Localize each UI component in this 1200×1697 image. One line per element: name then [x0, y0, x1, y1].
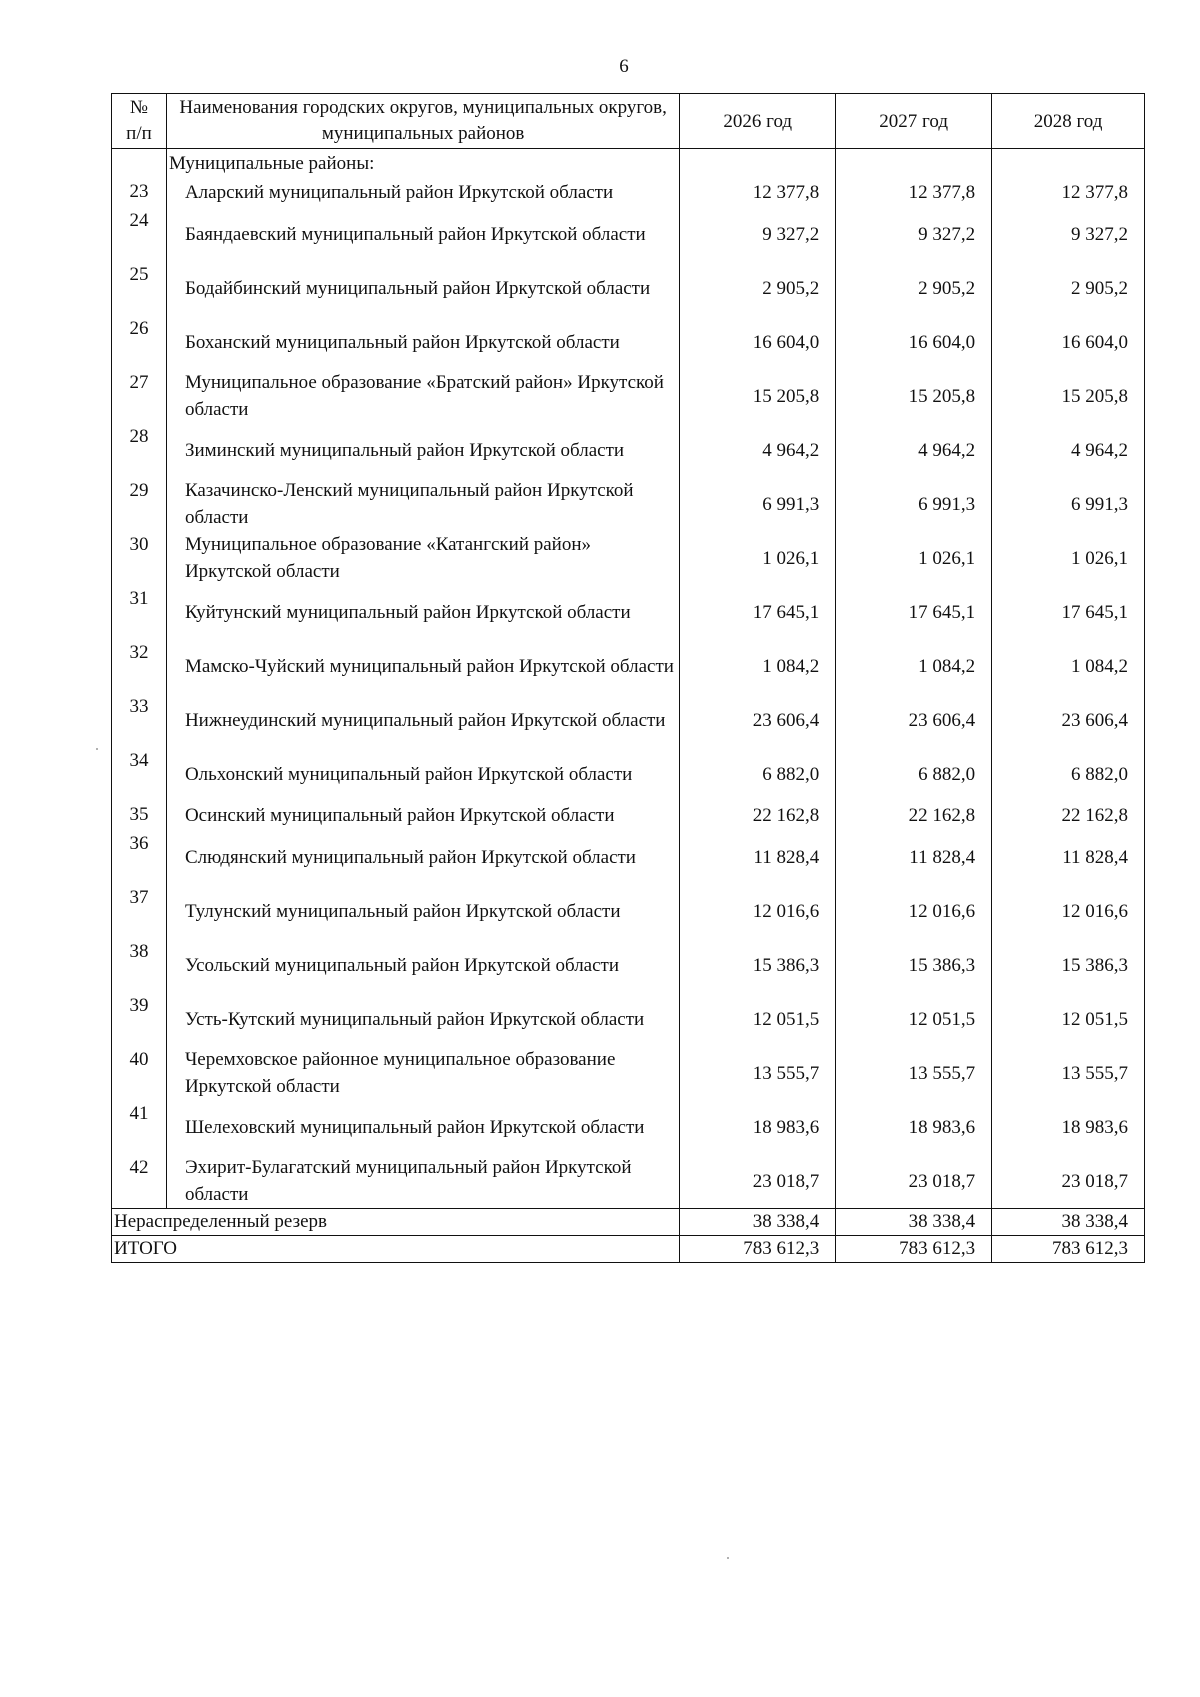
row-number: 38 — [112, 938, 167, 992]
row-value-2028: 4 964,2 — [992, 423, 1145, 477]
row-value-2028: 17 645,1 — [992, 585, 1145, 639]
header-year-2027: 2027 год — [836, 94, 992, 149]
reserve-2027: 38 338,4 — [836, 1209, 992, 1236]
row-name: Шелеховский муниципальный район Иркутской области — [166, 1100, 679, 1154]
row-number: 23 — [112, 178, 167, 207]
table-row — [112, 531, 1145, 585]
row-value-2027: 11 828,4 — [836, 830, 992, 884]
row-name: Баяндаевский муниципальный район Иркутской области — [166, 207, 679, 261]
table-header — [112, 94, 1145, 149]
row-name: Осинский муниципальный район Иркутской области — [166, 801, 679, 830]
row-name: Нижнеудинский муниципальный район Иркутской области — [166, 693, 679, 747]
row-number: 35 — [112, 801, 167, 830]
row-value-2026: 4 964,2 — [680, 423, 836, 477]
row-value-2026: 23 018,7 — [680, 1154, 836, 1209]
row-number: 39 — [112, 992, 167, 1046]
row-value-2026: 12 016,6 — [680, 884, 836, 938]
section-row — [112, 149, 1145, 179]
row-value-2028: 6 882,0 — [992, 747, 1145, 801]
row-name: Слюдянский муниципальный район Иркутской области — [166, 830, 679, 884]
row-name: Муниципальное образование «Братский район» Иркутской области — [166, 369, 679, 423]
row-value-2026: 6 882,0 — [680, 747, 836, 801]
row-name: Усть-Кутский муниципальный район Иркутской области — [166, 992, 679, 1046]
row-number: 36 — [112, 830, 167, 884]
row-name: Ольхонский муниципальный район Иркутской области — [166, 747, 679, 801]
reserve-label: Нераспределенный резерв — [112, 1209, 680, 1236]
row-value-2027: 22 162,8 — [836, 801, 992, 830]
row-number: 34 — [112, 747, 167, 801]
row-value-2028: 15 205,8 — [992, 369, 1145, 423]
row-value-2026: 15 205,8 — [680, 369, 836, 423]
row-value-2026: 2 905,2 — [680, 261, 836, 315]
row-number: 30 — [112, 531, 167, 585]
row-name: Муниципальное образование «Катангский район» Иркутской области — [166, 531, 679, 585]
header-num — [112, 94, 167, 149]
table-row — [112, 884, 1145, 938]
row-value-2028: 1 084,2 — [992, 639, 1145, 693]
page-number: 6 — [619, 56, 629, 77]
table-row — [112, 178, 1145, 207]
row-number: 32 — [112, 639, 167, 693]
row-value-2028: 9 327,2 — [992, 207, 1145, 261]
table-row — [112, 207, 1145, 261]
total-2027: 783 612,3 — [836, 1236, 992, 1263]
scan-speck — [96, 748, 98, 750]
row-value-2027: 1 026,1 — [836, 531, 992, 585]
row-value-2028: 16 604,0 — [992, 315, 1145, 369]
row-value-2027: 23 018,7 — [836, 1154, 992, 1209]
table-row — [112, 1100, 1145, 1154]
row-number: 25 — [112, 261, 167, 315]
row-value-2027: 12 016,6 — [836, 884, 992, 938]
row-number: 41 — [112, 1100, 167, 1154]
row-value-2027: 1 084,2 — [836, 639, 992, 693]
row-value-2027: 6 991,3 — [836, 477, 992, 531]
table-row — [112, 992, 1145, 1046]
total-label: ИТОГО — [112, 1236, 680, 1263]
row-name: Куйтунский муниципальный район Иркутской области — [166, 585, 679, 639]
total-2026: 783 612,3 — [680, 1236, 836, 1263]
table-row — [112, 369, 1145, 423]
row-value-2028: 18 983,6 — [992, 1100, 1145, 1154]
section-empty-2026 — [680, 149, 836, 179]
reserve-2028: 38 338,4 — [992, 1209, 1145, 1236]
row-value-2026: 16 604,0 — [680, 315, 836, 369]
section-num-cell — [112, 149, 167, 179]
budget-table — [111, 93, 1145, 1263]
row-number: 31 — [112, 585, 167, 639]
row-value-2027: 15 205,8 — [836, 369, 992, 423]
row-name: Тулунский муниципальный район Иркутской области — [166, 884, 679, 938]
row-value-2026: 22 162,8 — [680, 801, 836, 830]
row-value-2027: 17 645,1 — [836, 585, 992, 639]
row-value-2028: 2 905,2 — [992, 261, 1145, 315]
row-number: 42 — [112, 1154, 167, 1209]
row-value-2026: 9 327,2 — [680, 207, 836, 261]
section-empty-2027 — [836, 149, 992, 179]
row-value-2028: 23 606,4 — [992, 693, 1145, 747]
row-value-2026: 1 084,2 — [680, 639, 836, 693]
row-number: 24 — [112, 207, 167, 261]
row-value-2028: 12 051,5 — [992, 992, 1145, 1046]
row-name: Казачинско-Ленский муниципальный район Иркутской области — [166, 477, 679, 531]
table-row — [112, 423, 1145, 477]
row-name: Мамско-Чуйский муниципальный район Иркутской области — [166, 639, 679, 693]
row-value-2026: 6 991,3 — [680, 477, 836, 531]
table-row — [112, 639, 1145, 693]
table-body — [112, 149, 1145, 1209]
table-row — [112, 1154, 1145, 1209]
row-value-2026: 15 386,3 — [680, 938, 836, 992]
header-num-text: № п/п — [126, 97, 152, 144]
row-value-2026: 12 377,8 — [680, 178, 836, 207]
row-number: 33 — [112, 693, 167, 747]
row-value-2026: 1 026,1 — [680, 531, 836, 585]
reserve-row — [112, 1209, 1145, 1236]
total-row — [112, 1236, 1145, 1263]
row-number: 28 — [112, 423, 167, 477]
row-value-2027: 18 983,6 — [836, 1100, 992, 1154]
row-value-2028: 15 386,3 — [992, 938, 1145, 992]
row-value-2026: 12 051,5 — [680, 992, 836, 1046]
table-row — [112, 1046, 1145, 1100]
table-row — [112, 315, 1145, 369]
row-name: Усольский муниципальный район Иркутской области — [166, 938, 679, 992]
row-value-2027: 13 555,7 — [836, 1046, 992, 1100]
row-value-2026: 17 645,1 — [680, 585, 836, 639]
row-number: 26 — [112, 315, 167, 369]
table-row — [112, 693, 1145, 747]
row-value-2026: 13 555,7 — [680, 1046, 836, 1100]
header-year-2028: 2028 год — [992, 94, 1145, 149]
row-value-2027: 12 377,8 — [836, 178, 992, 207]
total-2028: 783 612,3 — [992, 1236, 1145, 1263]
row-value-2026: 11 828,4 — [680, 830, 836, 884]
row-value-2027: 6 882,0 — [836, 747, 992, 801]
row-value-2028: 23 018,7 — [992, 1154, 1145, 1209]
table-row — [112, 747, 1145, 801]
table-row — [112, 938, 1145, 992]
section-label: Муниципальные районы: — [166, 149, 679, 179]
row-value-2027: 9 327,2 — [836, 207, 992, 261]
row-value-2028: 12 016,6 — [992, 884, 1145, 938]
row-value-2028: 1 026,1 — [992, 531, 1145, 585]
row-value-2027: 12 051,5 — [836, 992, 992, 1046]
reserve-2026: 38 338,4 — [680, 1209, 836, 1236]
section-empty-2028 — [992, 149, 1145, 179]
row-value-2026: 18 983,6 — [680, 1100, 836, 1154]
row-value-2026: 23 606,4 — [680, 693, 836, 747]
row-value-2028: 12 377,8 — [992, 178, 1145, 207]
row-value-2028: 13 555,7 — [992, 1046, 1145, 1100]
table-footer — [112, 1209, 1145, 1263]
row-name: Эхирит-Булагатский муниципальный район Иркутской области — [166, 1154, 679, 1209]
row-number: 40 — [112, 1046, 167, 1100]
table-row — [112, 830, 1145, 884]
row-number: 27 — [112, 369, 167, 423]
row-value-2027: 15 386,3 — [836, 938, 992, 992]
row-name: Боханский муниципальный район Иркутской области — [166, 315, 679, 369]
row-name: Аларский муниципальный район Иркутской области — [166, 178, 679, 207]
row-value-2028: 11 828,4 — [992, 830, 1145, 884]
header-year-2026: 2026 год — [680, 94, 836, 149]
row-value-2028: 6 991,3 — [992, 477, 1145, 531]
row-name: Черемховское районное муниципальное образование Иркутской области — [166, 1046, 679, 1100]
row-value-2027: 16 604,0 — [836, 315, 992, 369]
row-value-2027: 23 606,4 — [836, 693, 992, 747]
row-number: 29 — [112, 477, 167, 531]
table-row — [112, 585, 1145, 639]
row-value-2027: 4 964,2 — [836, 423, 992, 477]
row-value-2027: 2 905,2 — [836, 261, 992, 315]
table-row — [112, 477, 1145, 531]
row-value-2028: 22 162,8 — [992, 801, 1145, 830]
scan-speck — [727, 1557, 729, 1559]
row-name: Зиминский муниципальный район Иркутской области — [166, 423, 679, 477]
table-row — [112, 261, 1145, 315]
row-number: 37 — [112, 884, 167, 938]
row-name: Бодайбинский муниципальный район Иркутской области — [166, 261, 679, 315]
header-name: Наименования городских округов, муниципальных округов, муниципальных районов — [166, 94, 679, 149]
table-row — [112, 801, 1145, 830]
